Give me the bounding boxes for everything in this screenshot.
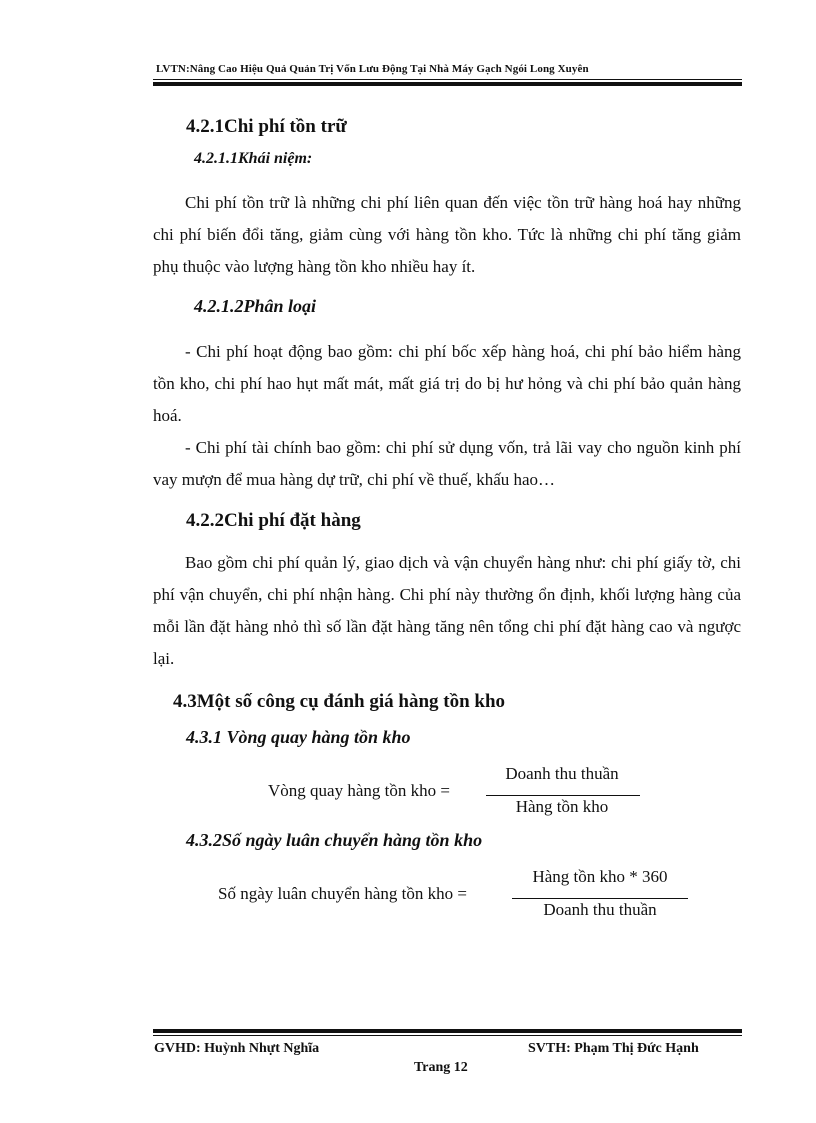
heading-4-3: 4.3Một số công cụ đánh giá hàng tồn kho [173, 691, 506, 712]
heading-4-2-2: 4.2.2Chi phí đặt hàng [186, 510, 361, 531]
formula2-lhs: Số ngày luân chuyển hàng tồn kho = [218, 884, 467, 903]
heading-4-3-2: 4.3.2Số ngày luân chuyển hàng tồn kho [186, 830, 483, 850]
footer-rule-thick [153, 1029, 742, 1033]
heading-4-3-1: 4.3.1 Vòng quay hàng tồn kho [186, 727, 411, 747]
footer-advisor: GVHD: Huỳnh Nhựt Nghĩa [154, 1041, 320, 1056]
paragraph-phan-loai [153, 336, 741, 496]
formula2-numerator: Hàng tồn kho * 360 [532, 867, 668, 886]
formula2-fraction-bar [512, 898, 688, 899]
list-item-chi-phi-hoat-dong: - Chi phí hoạt động bao gồm: chi phí bốc xếp hàng hoá, chi phí bảo hiểm hàng tồn kho, chi phí hao hụt mất mát, mất giá trị do bị hư hỏng và chi phí bảo quản hàng hoá. [153, 342, 741, 425]
paragraph-text: Chi phí tồn trữ là những chi phí liên quan đến việc tồn trữ hàng hoá hay những chi phí biến đổi tăng, giảm cùng với hàng tồn kho. Tức là những chi phí tăng giảm phụ thuộc vào lượng hàng tồn kho nhiều hay ít. [153, 193, 741, 276]
heading-4-2-1-2: 4.2.1.2Phân loại [194, 296, 317, 316]
formula1-denominator: Hàng tồn kho [515, 797, 609, 816]
formula1-fraction-bar [486, 795, 640, 796]
footer-student: SVTH: Phạm Thị Đức Hạnh [528, 1041, 699, 1056]
list-item-chi-phi-tai-chinh: - Chi phí tài chính bao gồm: chi phí sử dụng vốn, trả lãi vay cho nguồn kinh phí vay mượn để mua hàng dự trữ, chi phí về thuế, khấu hao… [153, 438, 741, 489]
paragraph-text: Bao gồm chi phí quản lý, giao dịch và vận chuyển hàng như: chi phí giấy tờ, chi phí vận chuyển, chi phí nhận hàng. Chi phí này thường ổn định, khối lượng hàng của mỗi lần đặt hàng nhỏ thì số lần đặt hàng tăng nên tổng chi phí đặt hàng cao và ngược lại. [153, 553, 741, 668]
header-rule-thick [153, 82, 742, 86]
heading-4-2-1: 4.2.1Chi phí tồn trữ [186, 116, 347, 137]
running-header: LVTN:Nâng Cao Hiệu Quả Quản Trị Vốn Lưu Động Tại Nhà Máy Gạch Ngói Long Xuyên [156, 63, 589, 75]
paragraph-khai-niem [153, 187, 741, 283]
page-number: Trang 12 [414, 1060, 468, 1075]
formula1-lhs: Vòng quay hàng tồn kho = [268, 781, 450, 800]
footer-rule-thin [153, 1035, 742, 1036]
header-rule-thin [153, 79, 742, 80]
heading-4-2-1-1: 4.2.1.1Khái niệm: [194, 150, 313, 167]
formula1-numerator: Doanh thu thuần [505, 764, 619, 783]
formula2-denominator: Doanh thu thuần [543, 900, 657, 919]
paragraph-chi-phi-dat-hang [153, 547, 741, 675]
